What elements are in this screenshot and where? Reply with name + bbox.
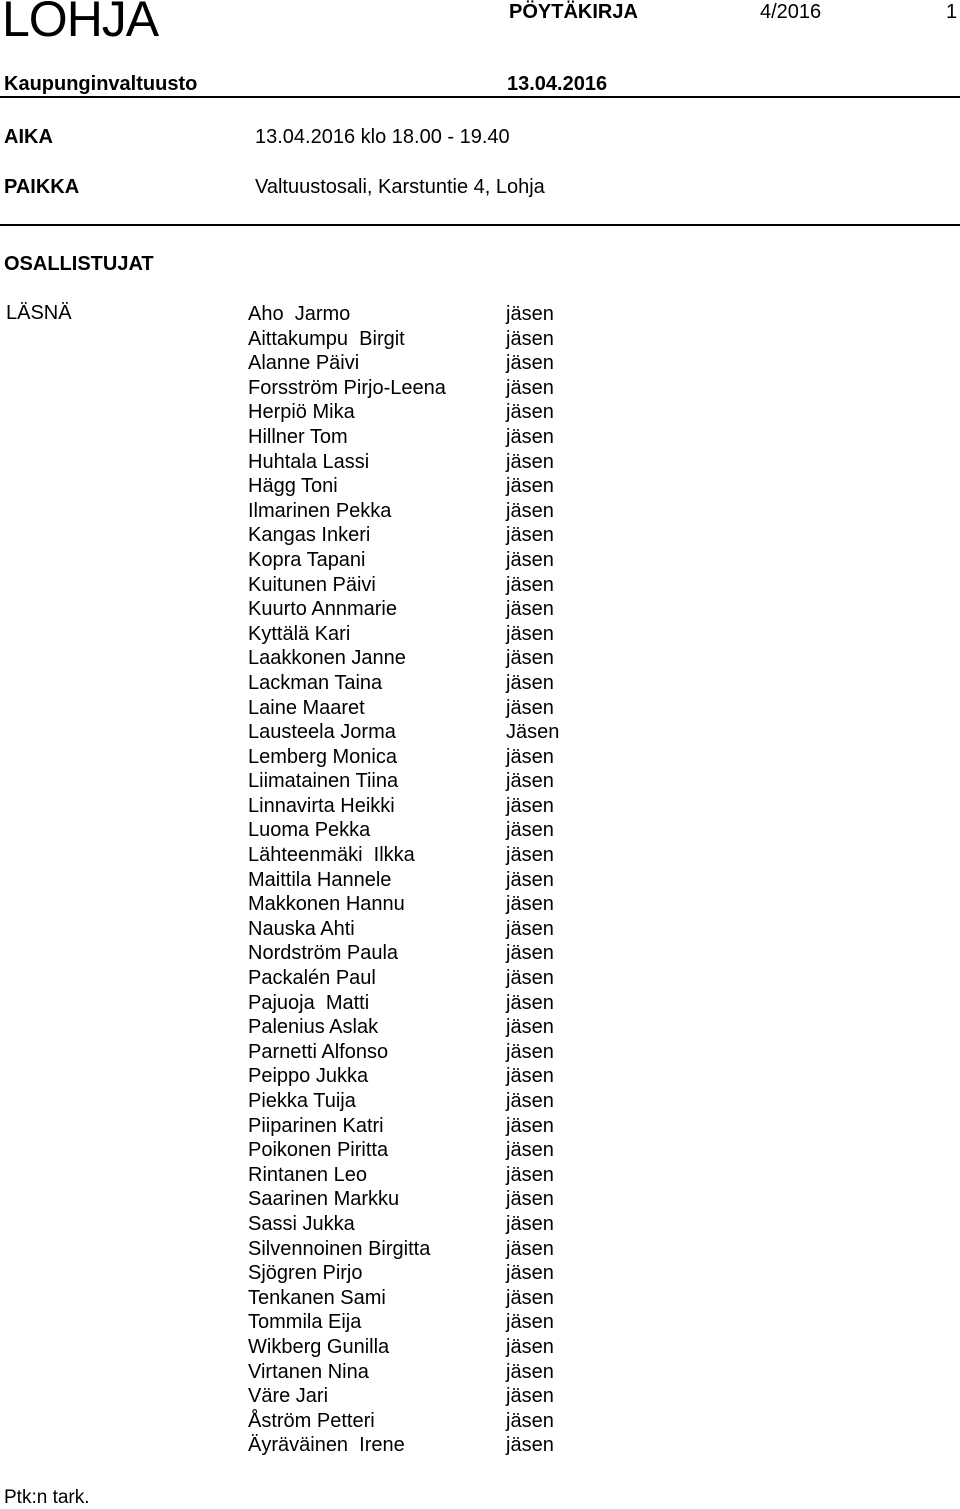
- member-row: [248, 671, 588, 696]
- organ-name: Kaupunginvaltuusto: [4, 73, 198, 95]
- member-role: jäsen: [506, 1311, 554, 1334]
- member-name: Sjögren Pirjo: [248, 1262, 363, 1285]
- member-row: [248, 941, 588, 966]
- member-name: Tenkanen Sami: [248, 1286, 386, 1309]
- member-role: jäsen: [506, 967, 554, 990]
- header-divider: [0, 96, 960, 98]
- member-name: Virtanen Nina: [248, 1360, 369, 1383]
- member-name: Väre Jari: [248, 1385, 329, 1408]
- member-name: Hägg Toni: [248, 475, 338, 498]
- member-role: jäsen: [506, 770, 554, 793]
- member-name: Linnavirta Heikki: [248, 794, 395, 817]
- participants-heading: OSALLISTUJAT: [4, 253, 154, 275]
- member-row: [248, 450, 588, 475]
- member-row: [248, 1114, 588, 1139]
- member-row: [248, 1138, 588, 1163]
- member-row: [248, 1384, 588, 1409]
- member-row: [248, 1187, 588, 1212]
- member-name: Saarinen Markku: [248, 1188, 400, 1211]
- member-role: jäsen: [506, 1286, 554, 1309]
- member-role: jäsen: [506, 917, 554, 940]
- member-row: [248, 1212, 588, 1237]
- member-row: [248, 548, 588, 573]
- member-row: [248, 327, 588, 352]
- member-row: [248, 966, 588, 991]
- member-name: Herpiö Mika: [248, 401, 355, 424]
- member-row: [248, 1261, 588, 1286]
- member-role: jäsen: [506, 868, 554, 891]
- member-role: jäsen: [506, 1114, 554, 1137]
- member-role: jäsen: [506, 376, 554, 399]
- member-name: Maittila Hannele: [248, 868, 392, 891]
- member-row: [248, 646, 588, 671]
- member-name: Lausteela Jorma: [248, 721, 396, 744]
- member-row: [248, 892, 588, 917]
- member-name: Piiparinen Katri: [248, 1114, 384, 1137]
- member-name: Piekka Tuija: [248, 1090, 356, 1112]
- member-role: jäsen: [506, 647, 554, 670]
- member-name: Wikberg Gunilla: [248, 1335, 390, 1358]
- document-number: 4/2016: [760, 1, 822, 23]
- member-role: jäsen: [506, 401, 554, 424]
- member-role: jäsen: [506, 844, 554, 867]
- member-row: [248, 745, 588, 770]
- member-name: Rintanen Leo: [248, 1163, 367, 1186]
- member-name: Lähteenmäki Ilkka: [248, 844, 415, 867]
- member-role: jäsen: [506, 942, 554, 965]
- member-name: Kyttälä Kari: [248, 622, 351, 645]
- member-row: [248, 1310, 588, 1335]
- member-name: Aho Jarmo: [248, 303, 351, 325]
- member-role: jäsen: [506, 1434, 554, 1457]
- member-row: [248, 351, 588, 376]
- present-label: LÄSNÄ: [6, 302, 72, 324]
- member-name: Lackman Taina: [248, 671, 383, 694]
- member-row: [248, 400, 588, 425]
- member-role: Jäsen: [506, 721, 560, 744]
- member-row: [248, 794, 588, 819]
- member-role: jäsen: [506, 1090, 554, 1112]
- member-role: jäsen: [506, 327, 554, 350]
- member-row: [248, 1237, 588, 1262]
- member-role: jäsen: [506, 352, 554, 375]
- member-name: Kangas Inkeri: [248, 524, 371, 547]
- member-role: jäsen: [506, 991, 554, 1014]
- member-role: jäsen: [506, 1237, 554, 1260]
- member-role: jäsen: [506, 524, 554, 547]
- member-role: jäsen: [506, 1262, 554, 1285]
- member-name: Hillner Tom: [248, 425, 348, 448]
- member-role: jäsen: [506, 499, 554, 522]
- member-name: Lemberg Monica: [248, 745, 397, 768]
- member-role: jäsen: [506, 696, 554, 719]
- member-row: [248, 573, 588, 598]
- member-role: jäsen: [506, 819, 554, 842]
- member-name: Peippo Jukka: [248, 1065, 369, 1088]
- member-row: [248, 622, 588, 647]
- member-row: [248, 868, 588, 893]
- member-name: Parnetti Alfonso: [248, 1040, 389, 1063]
- member-row: [248, 376, 588, 401]
- member-name: Huhtala Lassi: [248, 450, 370, 473]
- member-row: [248, 1409, 588, 1434]
- member-row: [248, 720, 588, 745]
- place-value: Valtuustosali, Karstuntie 4, Lohja: [255, 176, 545, 198]
- member-row: [248, 597, 588, 622]
- member-name: Laakkonen Janne: [248, 647, 406, 670]
- member-row: [248, 1015, 588, 1040]
- member-role: jäsen: [506, 1139, 554, 1162]
- member-role: jäsen: [506, 450, 554, 473]
- time-label: AIKA: [4, 126, 53, 148]
- member-role: jäsen: [506, 475, 554, 498]
- member-role: jäsen: [506, 893, 554, 916]
- member-name: Poikonen Piritta: [248, 1139, 389, 1162]
- initials-label: Ptk:n tark.: [4, 1487, 90, 1508]
- member-list: [248, 302, 588, 1458]
- member-role: jäsen: [506, 1016, 554, 1039]
- member-name: Tommila Eija: [248, 1311, 362, 1334]
- member-name: Åström Petteri: [248, 1409, 375, 1432]
- page-number: 1: [946, 1, 958, 23]
- member-role: jäsen: [506, 303, 554, 325]
- member-role: jäsen: [506, 573, 554, 596]
- member-role: jäsen: [506, 1360, 554, 1383]
- member-row: [248, 818, 588, 843]
- member-role: jäsen: [506, 745, 554, 768]
- member-row: [248, 917, 588, 942]
- member-row: [248, 991, 588, 1016]
- member-role: jäsen: [506, 794, 554, 817]
- member-name: Ilmarinen Pekka: [248, 499, 392, 522]
- member-name: Nordström Paula: [248, 942, 399, 965]
- member-role: jäsen: [506, 548, 554, 571]
- time-value: 13.04.2016 klo 18.00 - 19.40: [255, 126, 510, 148]
- member-row: [248, 1040, 588, 1065]
- member-row: [248, 1335, 588, 1360]
- member-role: jäsen: [506, 622, 554, 645]
- member-row: [248, 1064, 588, 1089]
- member-row: [248, 1089, 588, 1114]
- member-role: jäsen: [506, 425, 554, 448]
- meeting-date: 13.04.2016: [507, 73, 608, 95]
- member-row: [248, 696, 588, 721]
- member-role: jäsen: [506, 1163, 554, 1186]
- member-name: Packalén Paul: [248, 967, 376, 990]
- member-name: Makkonen Hannu: [248, 893, 405, 916]
- member-name: Alanne Päivi: [248, 352, 360, 375]
- member-name: Kopra Tapani: [248, 548, 366, 571]
- member-name: Forsström Pirjo-Leena: [248, 376, 446, 399]
- member-role: jäsen: [506, 1188, 554, 1211]
- member-row: [248, 425, 588, 450]
- member-role: jäsen: [506, 1409, 554, 1432]
- member-row: [248, 499, 588, 524]
- member-name: Kuitunen Päivi: [248, 573, 376, 596]
- member-role: jäsen: [506, 1212, 554, 1235]
- member-role: jäsen: [506, 671, 554, 694]
- member-name: Nauska Ahti: [248, 917, 355, 940]
- section-divider: [0, 224, 960, 226]
- member-row: [248, 1163, 588, 1188]
- place-label: PAIKKA: [4, 176, 80, 198]
- member-name: Kuurto Annmarie: [248, 598, 397, 621]
- member-role: jäsen: [506, 1040, 554, 1063]
- member-name: Äyräväinen Irene: [248, 1434, 405, 1457]
- member-name: Laine Maaret: [248, 696, 365, 719]
- member-name: Aittakumpu Birgit: [248, 327, 405, 350]
- member-row: [248, 302, 588, 327]
- member-name: Sassi Jukka: [248, 1212, 355, 1235]
- member-role: jäsen: [506, 1065, 554, 1088]
- member-name: Luoma Pekka: [248, 819, 371, 842]
- member-row: [248, 1433, 588, 1458]
- document-type: PÖYTÄKIRJA: [509, 1, 638, 23]
- member-name: Pajuoja Matti: [248, 991, 370, 1014]
- member-role: jäsen: [506, 1385, 554, 1408]
- member-name: Liimatainen Tiina: [248, 770, 399, 793]
- member-row: [248, 474, 588, 499]
- member-role: jäsen: [506, 598, 554, 621]
- member-row: [248, 843, 588, 868]
- member-name: Silvennoinen Birgitta: [248, 1237, 431, 1260]
- member-row: [248, 523, 588, 548]
- member-row: [248, 769, 588, 794]
- member-name: Palenius Aslak: [248, 1016, 379, 1039]
- member-row: [248, 1360, 588, 1385]
- logo: LOHJA: [2, 0, 159, 47]
- member-row: [248, 1286, 588, 1311]
- member-role: jäsen: [506, 1335, 554, 1358]
